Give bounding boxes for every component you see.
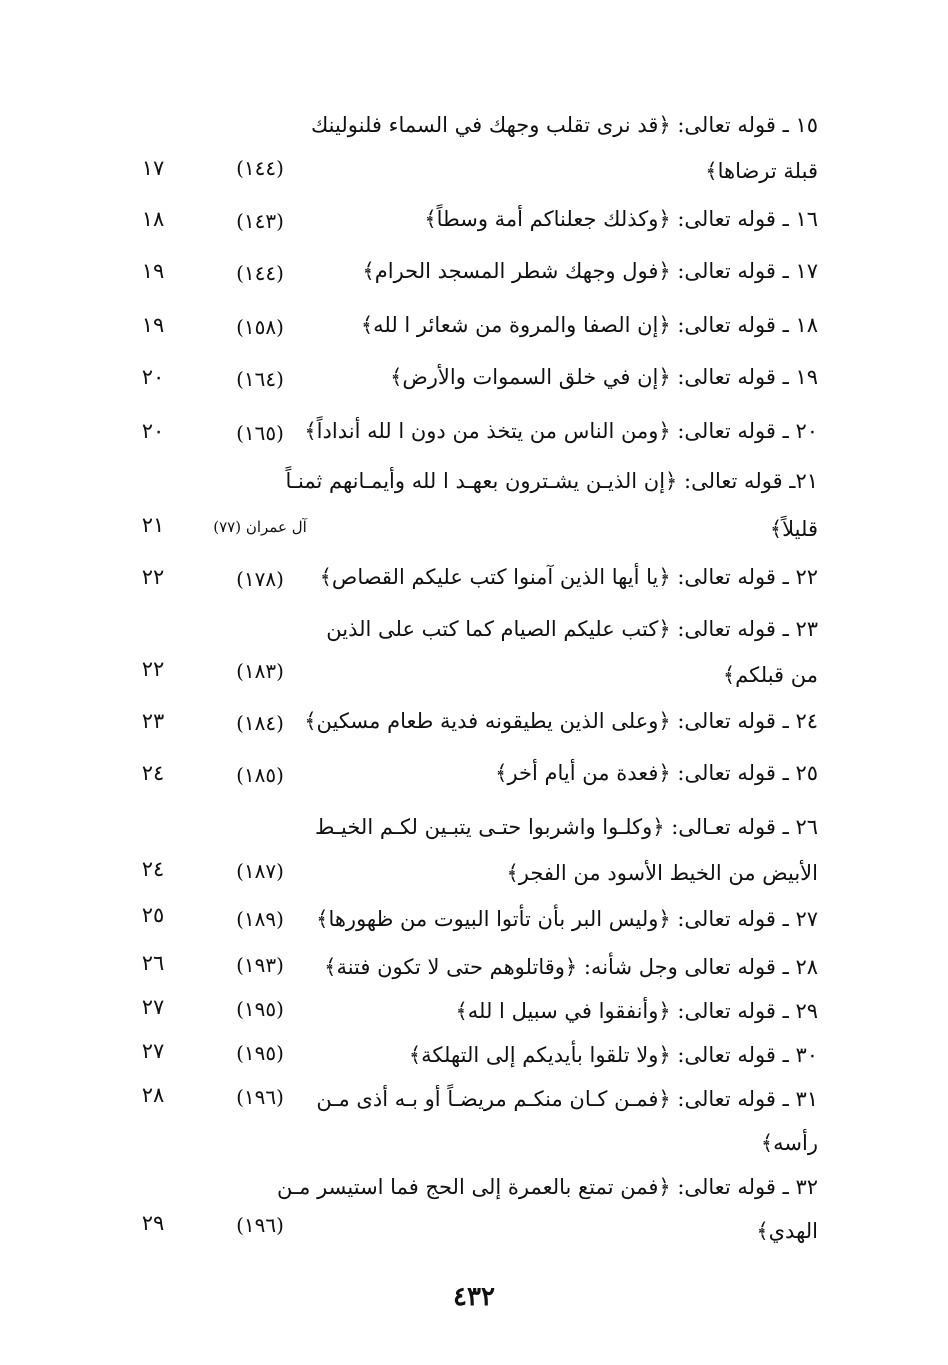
verse-text-line: ١٧ ـ قوله تعالى: ﴿فول وجهك شطر المسجد الحرام﴾: [362, 259, 818, 283]
entry-page-number: ٢١: [141, 513, 165, 537]
verse-reference: (١٩٦): [236, 1085, 284, 1109]
entry-page-number: ٢٠: [141, 365, 165, 389]
entry-page-number: ١٧: [141, 156, 165, 180]
verse-text-line: ١٥ ـ قوله تعالى: ﴿قد نرى تقلب وجهك في السماء فلنولينك: [310, 113, 818, 137]
verse-text-line: من قبلكم﴾: [722, 663, 818, 687]
verse-text-line: ٢٧ ـ قوله تعالى: ﴿وليس البر بأن تأتوا البيوت من ظهورها﴾: [316, 907, 818, 931]
entry-page-number: ٢٥: [141, 903, 165, 927]
entry-page-number: ٢٢: [141, 565, 165, 589]
entry-page-number: ٢٧: [141, 995, 165, 1019]
verse-reference: (١٨٤): [236, 711, 284, 735]
verse-text-line: قليلاً﴾: [769, 517, 818, 541]
verse-text-line: رأسه﴾: [760, 1131, 818, 1155]
verse-reference: (١٩٣): [236, 953, 284, 977]
verse-text-line: ٣٠ ـ قوله تعالى: ﴿ولا تلقوا بأيديكم إلى التهلكة﴾: [408, 1043, 818, 1067]
verse-reference: (١٧٨): [236, 567, 284, 591]
verse-text-line: ٢٨ ـ قوله تعالى وجل شأنه: ﴿وقاتلوهم حتى لا تكون فتنة﴾: [324, 955, 818, 979]
verse-reference: (١٩٥): [236, 1041, 284, 1065]
verse-text-line: ٢٢ ـ قوله تعالى: ﴿يا أيها الذين آمنوا كتب عليكم القصاص﴾: [319, 565, 818, 589]
entry-page-number: ٢٨: [141, 1083, 165, 1107]
verse-reference: (١٩٦): [236, 1213, 284, 1237]
entry-page-number: ١٩: [141, 259, 165, 283]
verse-text-line: الأبيض من الخيط الأسود من الفجر﴾: [506, 861, 818, 885]
verse-reference: (١٥٨): [236, 315, 284, 339]
verse-text-line: ١٩ ـ قوله تعالى: ﴿إن في خلق السموات والأرض﴾: [390, 365, 818, 389]
verse-text-line: ٢٠ ـ قوله تعالى: ﴿ومن الناس من يتخذ من دون ا لله أنداداً﴾: [304, 419, 818, 443]
verse-text-line: ٣٢ ـ قوله تعالى: ﴿فمن تمتع بالعمرة إلى الحج فما استيسر مـن: [277, 1175, 818, 1199]
verse-reference: آل عمران (٧٧): [213, 518, 307, 536]
verse-reference: (١٨٥): [236, 763, 284, 787]
verse-text-line: قبلة ترضاها﴾: [705, 159, 818, 183]
verse-text-line: ١٨ ـ قوله تعالى: ﴿إن الصفا والمروة من شعائر ا لله﴾: [360, 313, 818, 337]
entry-page-number: ٢٠: [141, 419, 165, 443]
verse-text-line: ٣١ ـ قوله تعالى: ﴿فمـن كـان منكـم مريضـاً أو بـه أذى مـن: [316, 1087, 818, 1111]
verse-reference: (١٨٩): [236, 907, 284, 931]
verse-reference: (١٤٤): [236, 261, 284, 285]
entry-page-number: ١٩: [141, 313, 165, 337]
page-number: ٤٣٢: [453, 1282, 495, 1312]
verse-reference: (١٤٣): [236, 209, 284, 233]
verse-text-line: ٢٣ ـ قوله تعالى: ﴿كتب عليكم الصيام كما كتب على الذين: [326, 617, 818, 641]
verse-text-line: ٢١ـ قوله تعالى: ﴿إن الذيـن يشـترون بعهـد ا لله وأيمـانهم ثمنـاً: [285, 469, 818, 493]
verse-text-line: ١٦ ـ قوله تعالى: ﴿وكذلك جعلناكم أمة وسطاً﴾: [424, 207, 818, 231]
verse-text-line: ٢٦ ـ قوله تعـالى: ﴿وكلـوا واشربوا حتـى يتبـين لكـم الخيـط: [314, 815, 818, 839]
verse-text-line: ٢٥ ـ قوله تعالى: ﴿فعدة من أيام أخر﴾: [495, 761, 818, 785]
verse-reference: (١٤٤): [236, 156, 284, 180]
verse-text-line: ٢٩ ـ قوله تعالى: ﴿وأنفقوا في سبيل ا لله﴾: [455, 999, 818, 1023]
entry-page-number: ٢٢: [141, 657, 165, 681]
verse-reference: (١٨٧): [236, 859, 284, 883]
entry-page-number: ١٨: [141, 207, 165, 231]
verse-text-line: الهدي﴾: [756, 1219, 818, 1243]
entry-page-number: ٢٣: [141, 709, 165, 733]
entry-page-number: ٢٦: [141, 951, 165, 975]
entry-page-number: ٢٩: [141, 1211, 165, 1235]
verse-reference: (١٨٣): [236, 659, 284, 683]
entry-page-number: ٢٤: [141, 761, 165, 785]
verse-text-line: ٢٤ ـ قوله تعالى: ﴿وعلى الذين يطيقونه فدية طعام مسكين﴾: [304, 709, 818, 733]
entry-page-number: ٢٤: [141, 857, 165, 881]
entry-page-number: ٢٧: [141, 1039, 165, 1063]
verse-reference: (١٦٤): [236, 367, 284, 391]
verse-reference: (١٦٥): [236, 421, 284, 445]
verse-reference: (١٩٥): [236, 997, 284, 1021]
